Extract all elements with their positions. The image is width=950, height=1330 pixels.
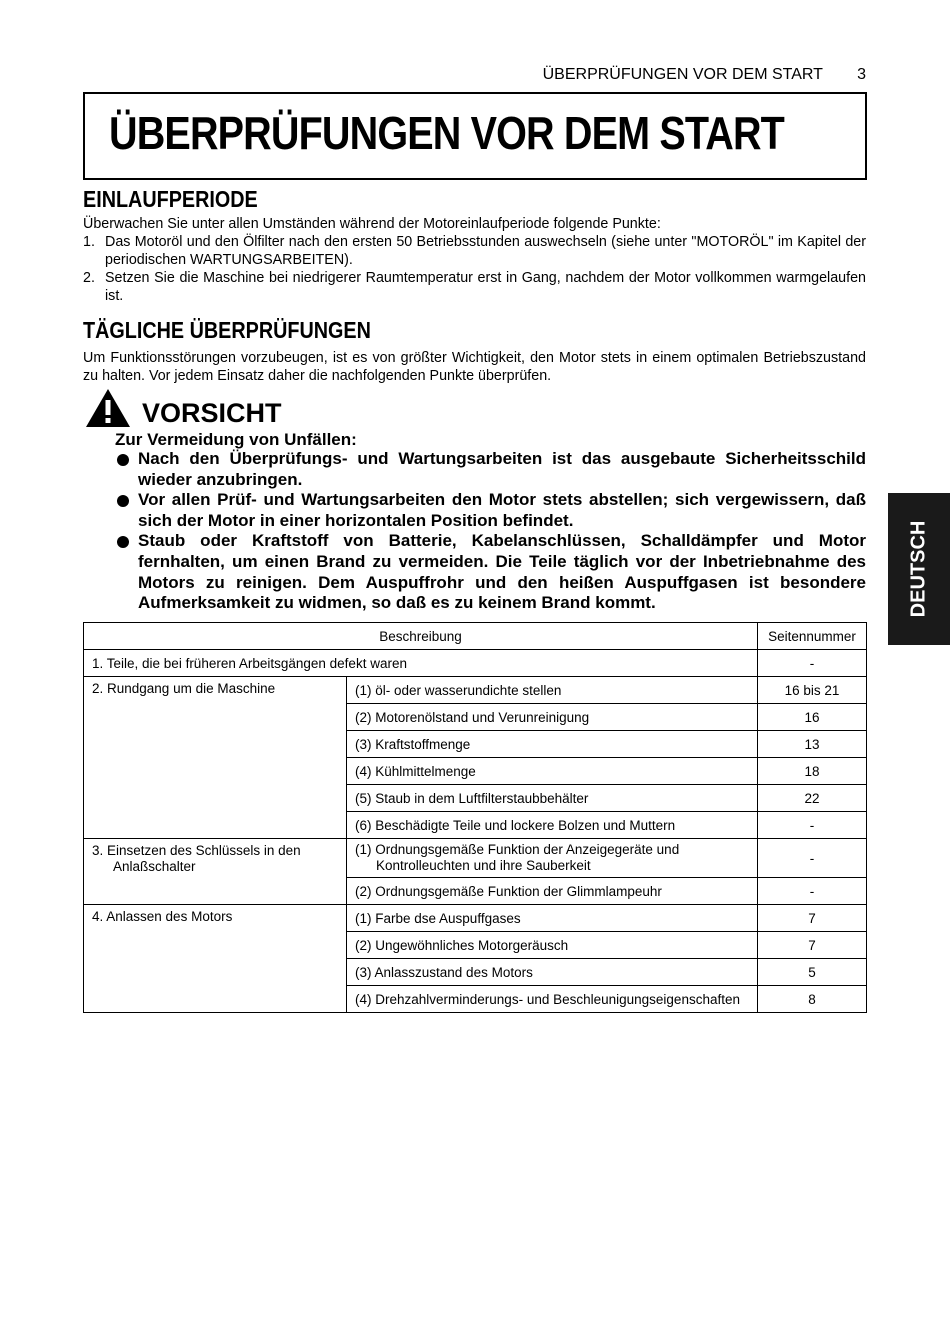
- section2-intro: Um Funktionsstörungen vorzubeugen, ist es von größter Wichtigkeit, den Motor stets in einem optimalen Betriebszustand zu halten. Vor jedem Einsatz daher die nachfolgenden Punkte überprüfen.: [83, 350, 866, 384]
- group-label: 4. Anlassen des Motors: [84, 905, 347, 1013]
- table-cell: (3) Kraftstoffmenge: [347, 731, 758, 758]
- table-row: [84, 677, 867, 704]
- title-box: [83, 92, 867, 180]
- caution-bullet: [115, 531, 866, 613]
- table-cell-page: -: [758, 839, 867, 878]
- table-cell-page: 7: [758, 932, 867, 959]
- list-item: [83, 233, 866, 269]
- table-cell-page: 8: [758, 986, 867, 1013]
- caution-bullet-text: Nach den Überprüfungs- und Wartungsarbeiten ist das ausgebaute Sicherheitsschild wieder anzubringen.: [138, 449, 866, 489]
- warning-triangle-icon: [85, 388, 131, 428]
- list-item: [83, 269, 866, 305]
- table-cell: (2) Ungewöhnliches Motorgeräusch: [347, 932, 758, 959]
- bullet-dot-icon: [117, 454, 129, 466]
- group-label-line: Anlaßschalter: [113, 859, 196, 874]
- section1-list: [83, 233, 866, 305]
- table-cell-line: (1) Ordnungsgemäße Funktion der Anzeigegeräte und: [355, 842, 680, 857]
- table-row: [84, 905, 867, 932]
- table-cell-page: 5: [758, 959, 867, 986]
- table-cell-page: 18: [758, 758, 867, 785]
- column-header-description: Beschreibung: [84, 623, 758, 650]
- table-cell: (6) Beschädigte Teile und lockere Bolzen und Muttern: [347, 812, 758, 839]
- page-number: 3: [857, 66, 866, 83]
- caution-bullet-text: Staub oder Kraftstoff von Batterie, Kabelanschlüssen, Schalldämpfer und Motor fernhalten, um einen Brand zu vermeiden. Die Teile täglich vor der Inbetriebnahme des Motors zu reinigen. Dem Auspuffrohr und den heißen Auspuffgasen ist besondere Aufmerksamkeit zu widmen, so daß es zu keinem Brand kommt.: [138, 531, 866, 613]
- list-item-number: 1.: [83, 234, 95, 250]
- table-cell-page: 16: [758, 704, 867, 731]
- running-header: [84, 66, 866, 84]
- language-tab-label: DEUTSCH: [907, 520, 930, 618]
- caution-bullet: [115, 449, 866, 490]
- bullet-dot-icon: [117, 536, 129, 548]
- table-header-row: [84, 623, 867, 650]
- table-cell: 1. Teile, die bei früheren Arbeitsgängen defekt waren: [84, 650, 758, 677]
- section-heading-einlaufperiode: EINLAUFPERIODE: [83, 186, 258, 212]
- list-item-text: Das Motoröl und den Ölfilter nach den ersten 50 Betriebsstunden auswechseln (siehe unter "MOTORÖL" im Kapitel der periodischen WARTUNGSARBEITEN).: [105, 234, 866, 268]
- table-cell: (3) Anlasszustand des Motors: [347, 959, 758, 986]
- table-row: [84, 839, 867, 878]
- page-title: ÜBERPRÜFUNGEN VOR DEM START: [109, 107, 784, 159]
- table-cell-page: 7: [758, 905, 867, 932]
- table-cell: (5) Staub in dem Luftfilterstaubbehälter: [347, 785, 758, 812]
- table-cell-page: 16 bis 21: [758, 677, 867, 704]
- language-tab: [888, 493, 950, 645]
- table-cell-page: 13: [758, 731, 867, 758]
- caution-label: VORSICHT: [142, 398, 282, 428]
- bullet-dot-icon: [117, 495, 129, 507]
- caution-bullet-list: [115, 449, 866, 614]
- group-label-line: 3. Einsetzen des Schlüssels in den: [92, 843, 301, 858]
- table-cell-page: -: [758, 878, 867, 905]
- table-cell: (1) Farbe dse Auspuffgases: [347, 905, 758, 932]
- group-label: [84, 839, 347, 905]
- table-cell: (2) Ordnungsgemäße Funktion der Glimmlampeuhr: [347, 878, 758, 905]
- group-label: 2. Rundgang um die Maschine: [84, 677, 347, 839]
- table-cell-page: -: [758, 812, 867, 839]
- table-cell-page: -: [758, 650, 867, 677]
- table-cell: (4) Drehzahlverminderungs- und Beschleunigungseigenschaften: [347, 986, 758, 1013]
- check-table: [83, 622, 867, 1013]
- table-cell-line: Kontrolleuchten und ihre Sauberkeit: [376, 858, 591, 873]
- section1-intro: Überwachen Sie unter allen Umständen während der Motoreinlaufperiode folgende Punkte:: [83, 216, 661, 232]
- list-item-text: Setzen Sie die Maschine bei niedrigerer Raumtemperatur erst in Gang, nachdem der Motor vollkommen warmgelaufen ist.: [105, 270, 866, 304]
- table-cell: (2) Motorenölstand und Verunreinigung: [347, 704, 758, 731]
- column-header-page: Seitennummer: [758, 623, 867, 650]
- section-heading-taegliche-ueberpruefungen: TÄGLICHE ÜBERPRÜFUNGEN: [83, 317, 371, 343]
- caution-bullet: [115, 490, 866, 531]
- table-row: [84, 650, 867, 677]
- list-item-number: 2.: [83, 270, 95, 286]
- running-title: ÜBERPRÜFUNGEN VOR DEM START: [542, 66, 823, 83]
- table-cell: (1) öl- oder wasserundichte stellen: [347, 677, 758, 704]
- caution-bullet-text: Vor allen Prüf- und Wartungsarbeiten den Motor stets abstellen; sich vergewissern, daß sich der Motor in einer horizontalen Position befindet.: [138, 490, 866, 530]
- table-cell: [347, 839, 758, 878]
- table-cell-page: 22: [758, 785, 867, 812]
- caution-subtitle: Zur Vermeidung von Unfällen:: [115, 430, 357, 449]
- table-cell: (4) Kühlmittelmenge: [347, 758, 758, 785]
